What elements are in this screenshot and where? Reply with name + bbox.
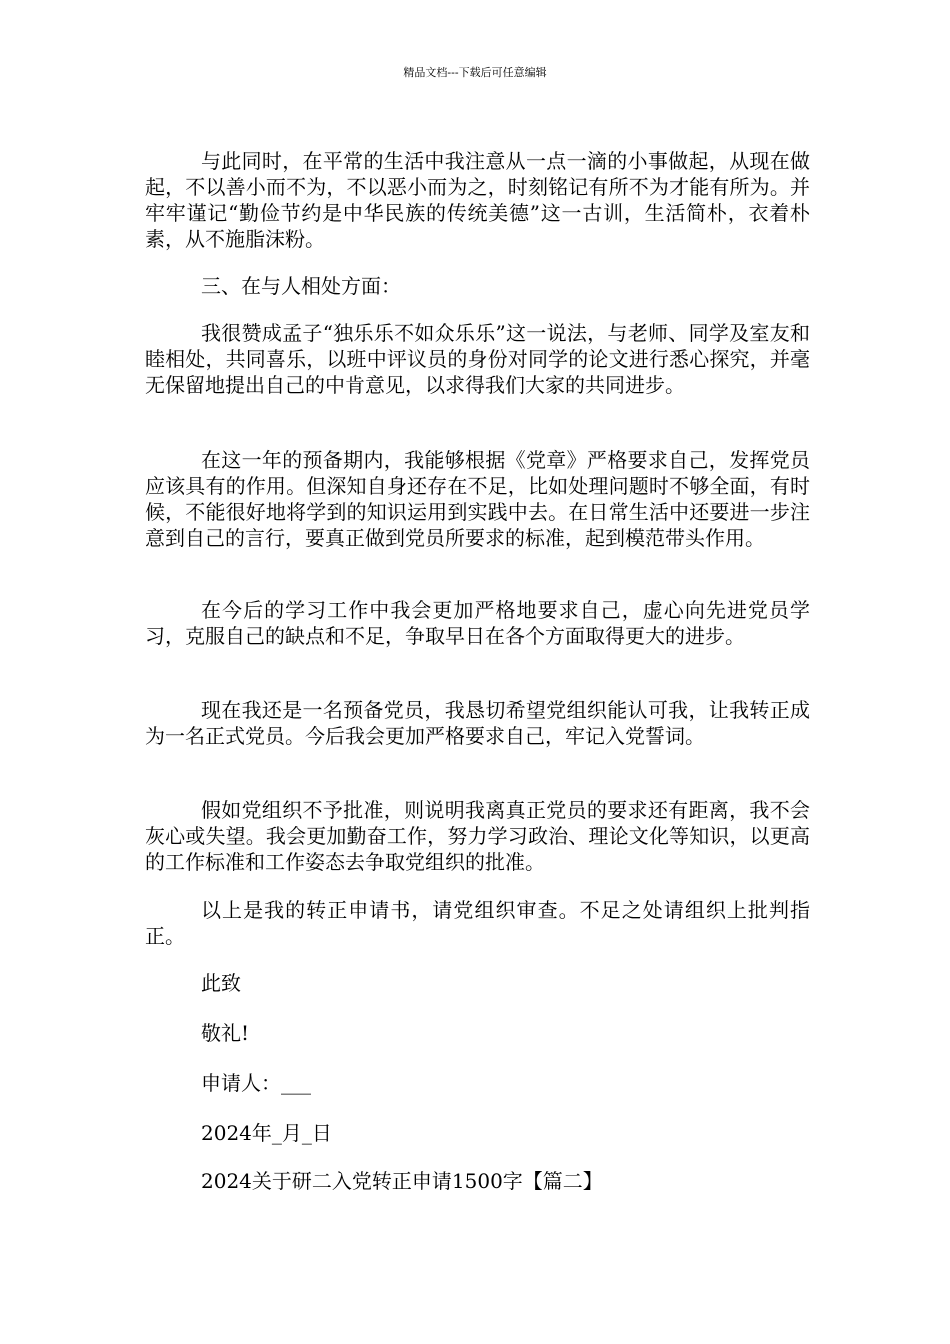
applicant-line: 申请人：___ bbox=[201, 1071, 311, 1095]
salutation: 此致 bbox=[201, 971, 241, 995]
paragraph-conclusion: 以上是我的转正申请书，请党组织审查。不足之处请组织上批判指正。 bbox=[145, 898, 810, 948]
date-line: 2024年_月_日 bbox=[201, 1121, 332, 1145]
next-section-title: 2024关于研二入党转正申请1500字【篇二】 bbox=[201, 1169, 603, 1193]
paragraph-request: 现在我还是一名预备党员，我恳切希望党组织能认可我，让我转正成为一名正式党员。今后我会更加严格要求自己，牢记入党誓词。 bbox=[145, 698, 810, 748]
paragraph-future-work: 在今后的学习工作中我会更加严格地要求自己，虚心向先进党员学习，克服自己的缺点和不足，争取早日在各个方面取得更大的进步。 bbox=[145, 598, 810, 648]
page-header: 精品文档---下载后可任意编辑 bbox=[403, 66, 547, 79]
paragraph-daily-life: 与此同时，在平常的生活中我注意从一点一滴的小事做起，从现在做起，不以善小而不为，不以恶小而为之，时刻铭记有所不为才能有所为。并牢牢谨记“勤俭节约是中华民族的传统美德”这一古训，生活简朴，衣着朴素，从不施脂沫粉。 bbox=[145, 149, 810, 251]
paragraph-probation-review: 在这一年的预备期内，我能够根据《党章》严格要求自己，发挥党员应该具有的作用。但深知自身还存在不足，比如处理问题时不够全面，有时候，不能很好地将学到的知识运用到实践中去。在日常生活中还要进一步注意到自己的言行，要真正做到党员所要求的标准，起到模范带头作用。 bbox=[145, 448, 810, 550]
respect-line: 敬礼! bbox=[201, 1021, 250, 1045]
paragraph-relations: 我很赞成孟子“独乐乐不如众乐乐”这一说法，与老师、同学及室友和睦相处，共同喜乐，以班中评议员的身份对同学的论文进行悉心探究，并毫无保留地提出自己的中肯意见，以求得我们大家的共同进步。 bbox=[145, 321, 810, 397]
section-heading-relations: 三、在与人相处方面： bbox=[201, 274, 401, 298]
paragraph-if-rejected: 假如党组织不予批准，则说明我离真正党员的要求还有距离，我不会灰心或失望。我会更加勤奋工作，努力学习政治、理论文化等知识，以更高的工作标准和工作姿态去争取党组织的批准。 bbox=[145, 798, 810, 874]
